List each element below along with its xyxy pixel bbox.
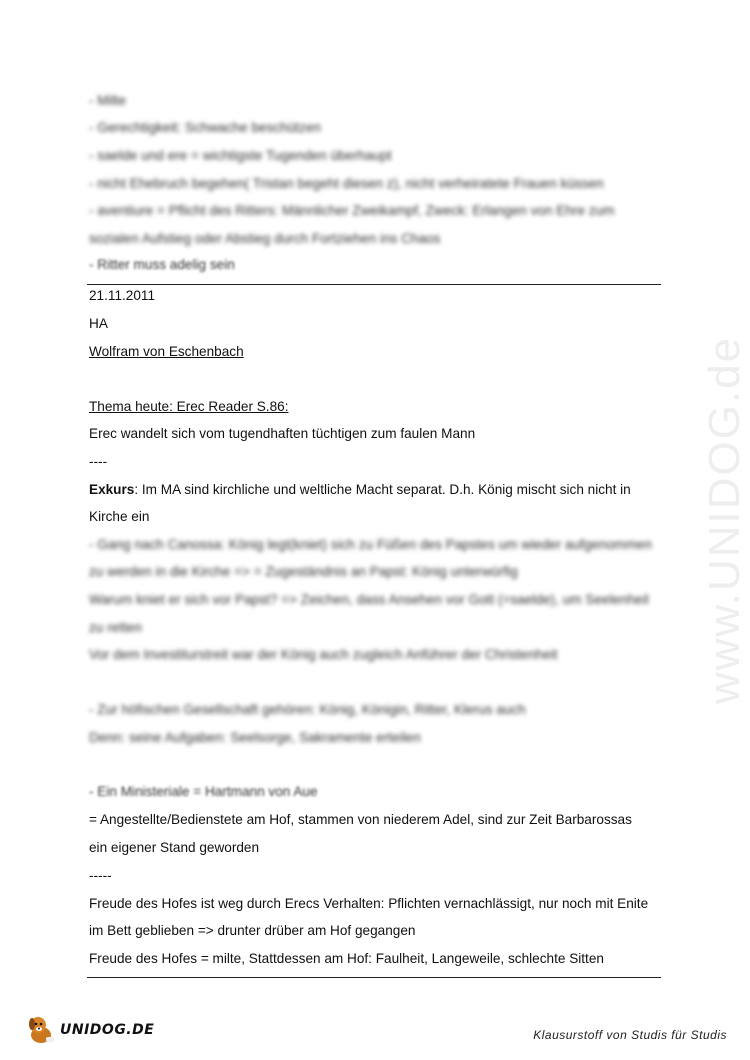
exkurs-text: : Im MA sind kirchliche und weltliche Macht separat. D.h. König mischt sich nicht in [134,482,631,497]
blurred-line: - saelde und ere = wichtigste Tugenden überhaupt [89,148,392,163]
blurred-line: - Gang nach Canossa: König legt(kniet) sich zu Füßen des Papstes um wieder aufgenommen [89,537,652,552]
divider [87,284,661,285]
blurred-line: Warum kniet er sich vor Papst? => Zeichen, dass Ansehen vor Gott (=saelde), um Seelenheil [89,592,649,607]
statement: Erec wandelt sich vom tugendhaften tüchtigen zum faulen Mann [89,426,476,441]
definition-line: = Angestellte/Bedienstete am Hof, stammen von niederem Adel, sind zur Zeit Barbarossas [89,812,632,827]
blurred-line: zu retten [89,620,142,635]
divider [87,977,661,978]
blurred-line: - Gerechtigkeit: Schwache beschützen [89,120,321,135]
freude-line: Freude des Hofes = milte, Stattdessen am Hof: Faulheit, Langeweile, schlechte Sitten [89,951,604,966]
footer-tagline: Klausurstoff von Studis für Studis [533,1028,727,1042]
exkurs-label: Exkurs [89,482,135,497]
topic-heading: Thema heute: Erec Reader S.86: [89,399,289,414]
blurred-line: zu werden in die Kirche => = Zugeständnis an Papst: König unterwürfig [89,564,518,579]
author-heading: Wolfram von Eschenbach [89,344,244,359]
logo-text: UNIDOG.DE [60,1022,155,1038]
dog-icon [24,1013,58,1047]
exkurs-continuation: Kirche ein [89,509,150,524]
blurred-line: - Ein Ministeriale = Hartmann von Aue [89,784,318,799]
blurred-line: Denn: seine Aufgaben: Seelsorge, Sakramente erteilen [89,730,421,745]
unidog-logo [24,1013,154,1047]
blurred-line: - nicht Ehebruch begehen( Tristan begeht diesen z), nicht verheiratete Frauen küssen [89,176,604,191]
exkurs-line [89,481,631,499]
blurred-line: - Zur höfischen Gesellschaft gehören: König, Königin, Ritter, Klerus auch [89,702,526,717]
freude-line: im Bett geblieben => drunter drüber am Hof gegangen [89,923,416,938]
separator: ----- [89,868,112,883]
definition-line: ein eigener Stand geworden [89,840,260,855]
blurred-line: - aventiure = Pflicht des Ritters: Männlicher Zweikampf, Zweck: Erlangen von Ehre zum [89,203,615,218]
date: 21.11.2011 [89,288,156,303]
blurred-line: - Milte [89,93,127,108]
freude-line: Freude des Hofes ist weg durch Erecs Verhalten: Pflichten vernachlässigt, nur noch mit Enite [89,896,649,911]
watermark: www.UNIDOG.de [700,335,749,705]
ha-label: HA [89,316,108,331]
blurred-line: - Ritter muss adelig sein [89,257,235,272]
blurred-line: sozialen Aufstieg oder Abstieg durch Fortziehen ins Chaos [89,231,441,246]
separator: ---- [89,454,108,469]
blurred-line: Vor dem Investiturstreit war der König auch zugleich Anführer der Christenheit [89,647,558,662]
